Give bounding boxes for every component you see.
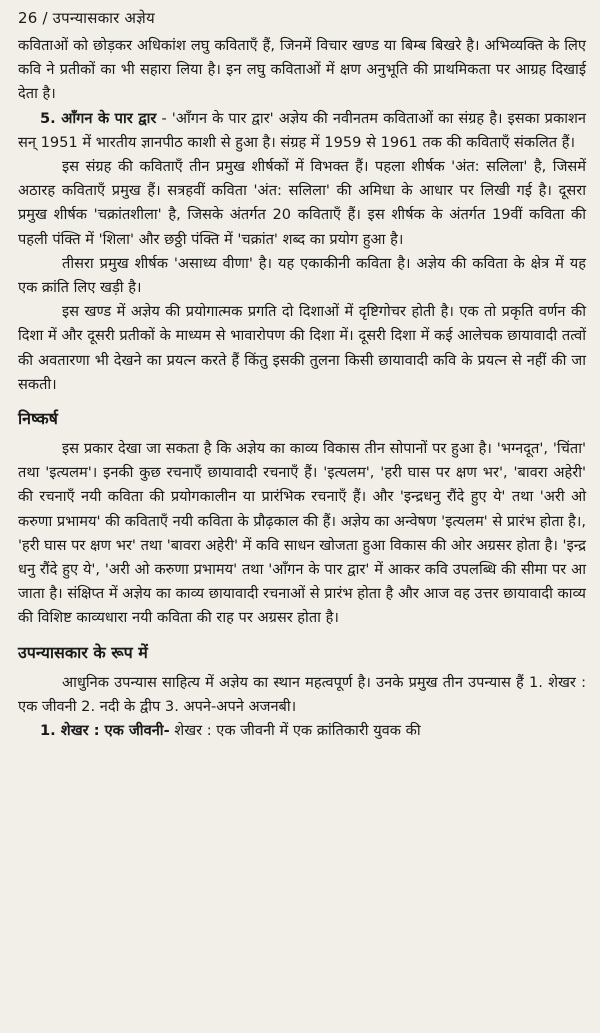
paragraph-6: इस प्रकार देखा जा सकता है कि अज्ञेय का काव्य विकास तीन सोपानों पर हुआ है। 'भग्नदूत', 'चिंता' तथा 'इत्यलम'। इनकी कुछ रचनाएँ छायावादी रचनाएँ हैं। 'इत्यलम', 'हरी घास पर क्षण भर', 'बावरा अहेरी' की रचनाएँ नयी कविता की प्रयोगकालीन या प्रारंभिक रचनाएँ हैं। और 'इन्द्रधनु रौंदे हुए ये' तथा 'अरी ओ करुणा प्रभामय' की कविताएँ नयी कविता के प्रौढ़काल की हैं। अज्ञेय का अन्वेषण 'इत्यलम' से प्रारंभ होता है।, 'हरी घास पर क्षण भर' तथा 'बावरा अहेरी' में कवि साधन खोजता हुआ विकास की ओर अग्रसर होता है। 'इन्द्र धनु रौंदे हुए ये', 'अरी ओ करुणा प्रभामय' तथा 'आँगन के पार द्वार' में आकर कवि उपलब्धि की सीमा पर आ जाता है। संक्षिप्त में अज्ञेय का काव्य छायावादी रचनाओं से प्रारंभ होता है और आज वह उत्तर छायावादी काव्य की विशिष्ट काव्यधारा नयी कविता की राह पर अग्रसर होता है। [18, 440, 586, 627]
paragraph-8-text: शेखर : एक जीवनी में एक क्रांतिकारी युवक की [169, 722, 421, 740]
paragraph-8 [18, 719, 586, 743]
section-label-angan-ke-paar-dwar: 5. आँगन के पार द्वार [40, 109, 157, 127]
paragraph-2-text: - 'आँगन के पार द्वार' अज्ञेय की नवीनतम कविताओं का संग्रह है। इसका प्रकाशन सन् 1951 में भारतीय ज्ञानपीठ काशी से हुआ है। संग्रह में 1959 से 1961 तक की कविताएँ संकलित हैं। [18, 109, 587, 151]
paragraph-7: आधुनिक उपन्यास साहित्य में अज्ञेय का स्थान महत्वपूर्ण है। उनके प्रमुख तीन उपन्यास हैं 1. शेखर : एक जीवनी 2. नदी के द्वीप 3. अपने-अपने अजनबी। [18, 673, 586, 715]
paragraph-3: इस संग्रह की कविताएँ तीन प्रमुख शीर्षकों में विभक्त हैं। पहला शीर्षक 'अंत: सलिला' है, जिसमें अठारह कविताएँ प्रमुख हैं। सत्रहवीं कविता 'अंत: सलिला' की अमिधा के आधार पर लिखी गई है। दूसरा प्रमुख शीर्षक 'चक्रांतशीला' है, जिसके अंतर्गत 20 कविताएँ हैं। इस शीर्षक के अंतर्गत 19वीं कविता की पहली पंक्ति में 'शिला' और छठ्ठी पंक्ति में 'चक्रांत' शब्द का प्रयोग हुआ है। [18, 158, 586, 248]
paragraph-2 [18, 107, 586, 155]
heading-nishkarsh: निष्कर्ष [18, 409, 58, 429]
paragraph-5: इस खण्ड में अज्ञेय की प्रयोगात्मक प्रगति दो दिशाओं में दृष्टिगोचर होती है। एक तो प्रकृति वर्णन की दिशा में और दूसरी प्रतीकों के माध्यम से भावारोपण की दिशा में। दूसरी दिशा में कई आलेचक छायावादी तत्वों की अवतारणा भी देखने का प्रयत्न करते हैं किंतु इसकी तुलना किसी छायावादी कवि के प्रयत्न से नहीं की जा सकती। [18, 303, 586, 393]
heading-upanyaskar: उपन्यासकार के रूप में [18, 642, 148, 662]
running-head: 26 / उपन्यासकार अज्ञेय [18, 9, 155, 27]
paragraph-1: कविताओं को छोड़कर अधिकांश लघु कविताएँ हैं, जिनमें विचार खण्ड या बिम्ब बिखरे है। अभिव्यक्ति के लिए कवि ने प्रतीकों का भी सहारा लिया है। इन लघु कविताओं में क्षण अनुभूति की प्राथमिकता पर आग्रह दिखाई देता है। [18, 37, 586, 103]
section-label-shekhar: 1. शेखर : एक जीवनी- [40, 722, 170, 740]
paragraph-4: तीसरा प्रमुख शीर्षक 'असाध्य वीणा' है। यह एकाकीनी कविता है। अज्ञेय की कविता के क्षेत्र में यह एक क्रांति लिए खड़ी है। [18, 254, 586, 297]
